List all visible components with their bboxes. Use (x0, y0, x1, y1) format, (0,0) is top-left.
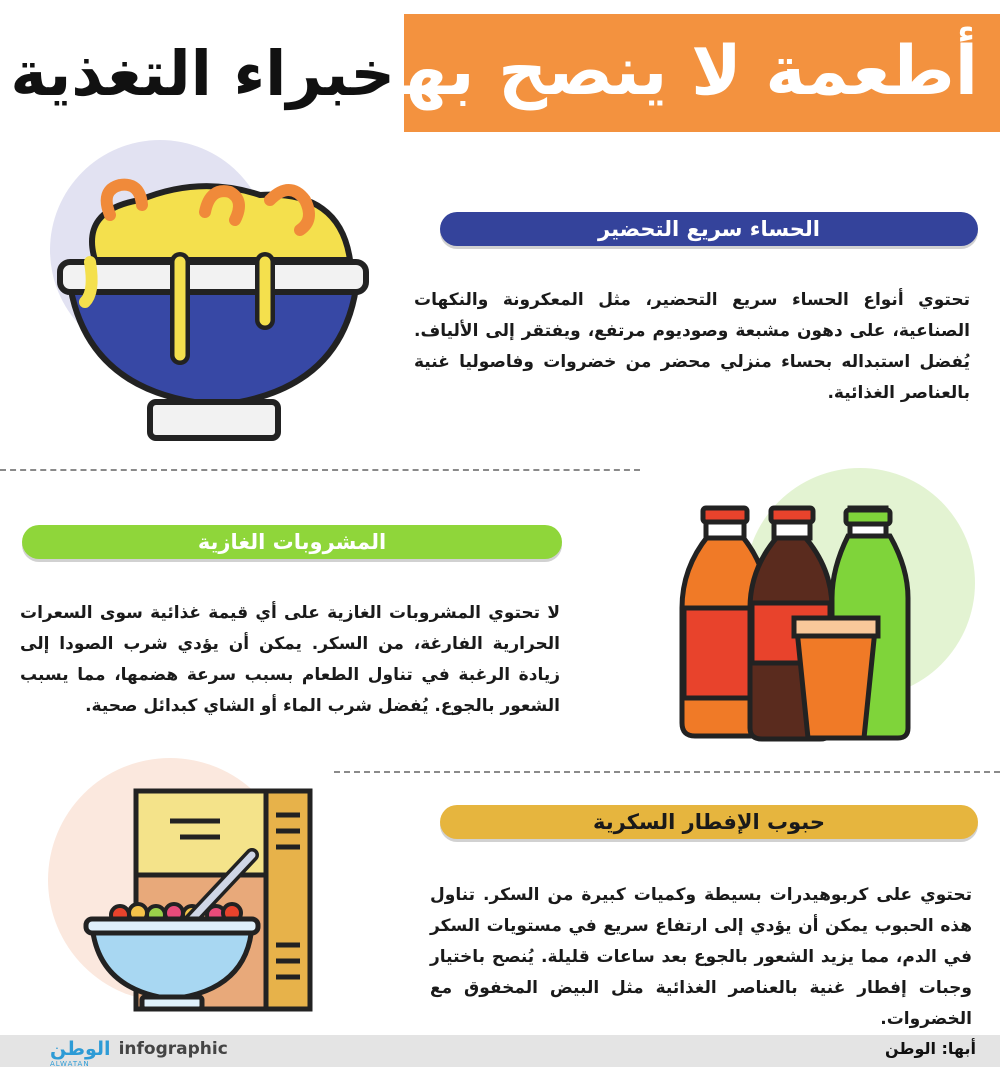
section-heading-label: المشروبات الغازية (197, 530, 387, 554)
page-subtitle: خبراء التغذية (10, 37, 395, 110)
cereal-illustration (20, 755, 340, 1030)
section-heading-soda (22, 525, 562, 559)
logo-text: الوطن (50, 1038, 111, 1060)
noodle-bowl-icon (20, 140, 400, 460)
page-title: أطعمة لا ينصح بها (378, 32, 978, 111)
title-banner (378, 14, 1000, 132)
source-credit: أبها: الوطن (884, 1039, 976, 1058)
section-heading-label: حبوب الإفطار السكرية (593, 810, 825, 834)
section-heading-label: الحساء سريع التحضير (598, 217, 820, 241)
infographic-label: infographic (118, 1039, 228, 1059)
section-body-cereal: تحتوي على كربوهيدرات بسيطة وكميات كبيرة من السكر. تناول هذه الحبوب يمكن أن يؤدي إلى ارتفاع سريع في مستويات السكر في الدم، مما يزيد الشعور بالجوع بعد ساعات قليلة. يُنصح باختيار وجبات إفطار غنية بالعناصر الغذائية مثل البيض المخفوق مع الخضروات. (430, 885, 972, 1029)
section-heading-soup (440, 212, 978, 246)
cereal-box-icon (20, 755, 340, 1030)
soda-bottles-icon (670, 458, 990, 748)
brand-logo (50, 1038, 228, 1068)
section-heading-cereal (440, 805, 978, 839)
section-body-soda: لا تحتوي المشروبات الغازية على أي قيمة غذائية سوى السعرات الحرارية الفارغة، من السكر. يمكن أن يؤدي شرب الصودا إلى زيادة الرغبة في تناول الطعام بسبب سرعة هضمها، مما يسبب الشعور بالجوع. يُفضل شرب الماء أو الشاي كبدائل صحية. (20, 603, 560, 716)
section-divider (0, 469, 640, 471)
section-divider (334, 771, 1000, 773)
section-body-soup: تحتوي أنواع الحساء سريع التحضير، مثل المعكرونة والنكهات الصناعية، على دهون مشبعة وصوديوم مرتفع، ويفتقر إلى الألياف. يُفضل استبداله بحساء منزلي محضر من خضروات وفاصوليا غنية بالعناصر الغذائية. (414, 290, 970, 403)
soda-illustration (670, 458, 990, 748)
footer-bar (0, 1035, 1000, 1067)
soup-illustration (20, 140, 400, 460)
logo-subtext: ALWATAN (50, 1060, 90, 1068)
